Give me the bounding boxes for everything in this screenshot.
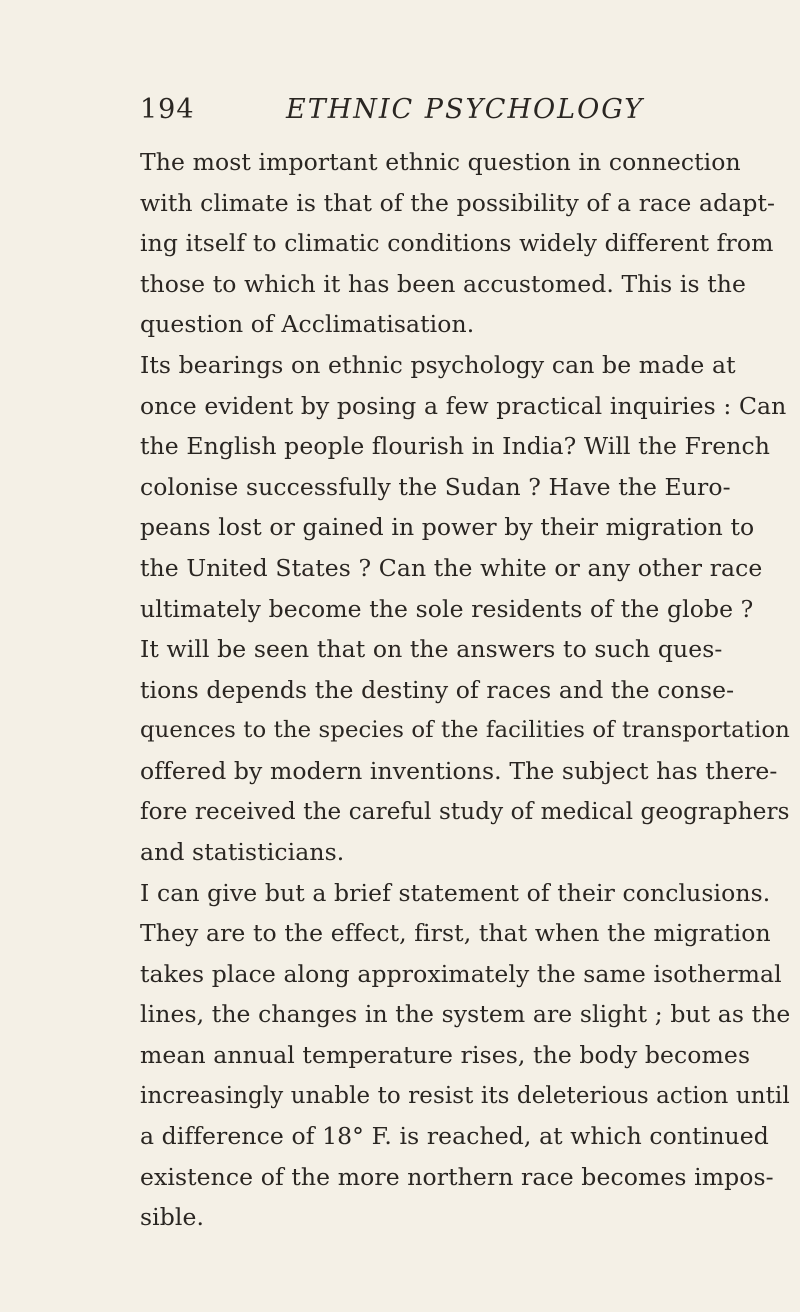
text-line: tions depends the destiny of races and the conse- (140, 675, 735, 704)
text-line: lines, the changes in the system are slight ; but as the (140, 1000, 791, 1029)
text-line: They are to the effect, first, that when the migration (140, 919, 771, 948)
text-line: increasingly unable to resist its deleterious action until (140, 1082, 790, 1109)
text-line: I can give but a brief statement of their conclusions. (140, 878, 771, 907)
text-line: offered by modern inventions. The subject has there- (140, 756, 778, 785)
text-line: fore received the careful study of medical geographers (140, 798, 790, 825)
text-line: and statisticians. (140, 838, 345, 867)
text-line: existence of the more northern race becomes impos- (140, 1162, 774, 1191)
text-line: a difference of 18° F. is reached, at which continued (140, 1122, 769, 1151)
text-line: peans lost or gained in power by their migration to (140, 513, 755, 542)
body-text (140, 142, 790, 1238)
text-line: with climate is that of the possibility of a race adapt- (140, 188, 776, 217)
text-line: quences to the species of the facilities of transportation (140, 717, 790, 744)
text-line: question of Acclimatisation. (140, 310, 475, 339)
text-line: Its bearings on ethnic psychology can be made at (140, 350, 736, 379)
running-title: ETHNIC PSYCHOLOGY (286, 94, 645, 125)
text-line: It will be seen that on the answers to such ques- (140, 635, 723, 664)
text-line: the United States ? Can the white or any other race (140, 553, 763, 582)
text-line: sible. (140, 1203, 205, 1232)
text-line: ultimately become the sole residents of the globe ? (140, 594, 754, 623)
running-head (140, 94, 700, 130)
text-line: the English people flourish in India? Will the French (140, 432, 771, 461)
page-number: 194 (140, 94, 195, 125)
text-line: takes place along approximately the same isothermal (140, 959, 782, 988)
text-line: colonise successfully the Sudan ? Have the Euro- (140, 472, 731, 501)
text-line: those to which it has been accustomed. This is the (140, 269, 747, 298)
text-line: once evident by posing a few practical inquiries : Can (140, 391, 787, 420)
text-line: The most important ethnic question in connection (140, 148, 741, 176)
text-line: ing itself to climatic conditions widely different from (140, 229, 774, 258)
text-line: mean annual temperature rises, the body becomes (140, 1041, 751, 1070)
